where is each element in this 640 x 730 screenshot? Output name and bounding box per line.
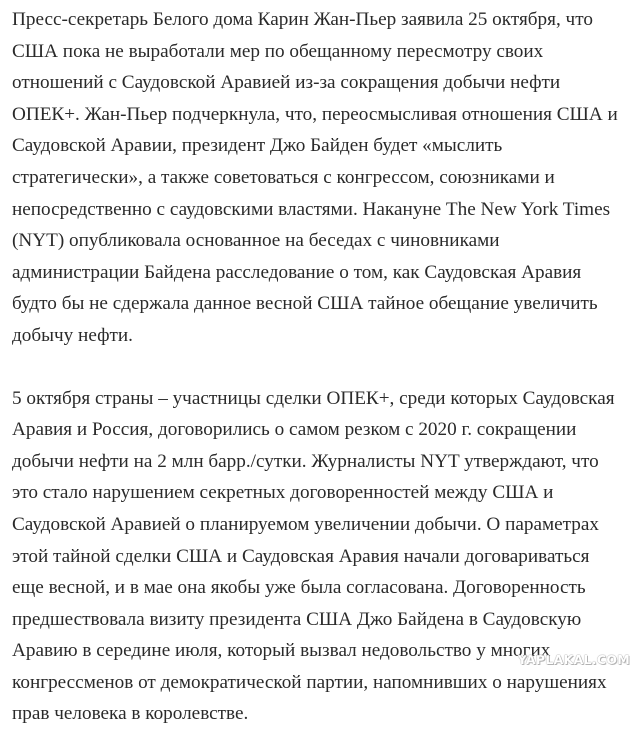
text-line: добычи нефти на 2 млн барр./сутки. Журналисты NYT утверждают, что	[12, 450, 599, 472]
text-line: Аравия и Россия, договорились о самом резком с 2020 г. сокращении	[12, 419, 577, 441]
text-line: Саудовской Аравией о планируемом увеличении добычи. О параметрах	[12, 513, 599, 535]
paragraph-1	[12, 4, 628, 352]
text-line: этой тайной сделки США и Саудовская Аравия начали договариваться	[12, 545, 590, 567]
paragraph-2	[12, 383, 628, 730]
text-line: непосредственно с саудовскими властями. Накануне The New York Times	[12, 198, 611, 220]
text-line: ОПЕК+. Жан-Пьер подчеркнула, что, переосмысливая отношения США и	[12, 103, 618, 125]
site-watermark: YAPLAKAL.COM	[517, 652, 630, 667]
text-line: предшествовала визиту президента США Джо Байдена в Саудовскую	[12, 608, 582, 630]
text-line: конгрессменов от демократической партии, напомнивших о нарушениях	[12, 671, 607, 693]
text-line: будто бы не сдержала данное весной США тайное обещание увеличить	[12, 293, 598, 315]
text-line: США пока не выработали мер по обещанному пересмотру своих	[12, 40, 544, 62]
text-line: Пресс-секретарь Белого дома Карин Жан-Пьер заявила 25 октября, что	[12, 9, 593, 30]
text-line: Аравию в середине июля, который вызвал недовольство у многих	[12, 640, 551, 662]
text-line: добычу нефти.	[12, 324, 133, 346]
text-line: 5 октября страны – участницы сделки ОПЕК+, среди которых Саудовская	[12, 387, 615, 409]
text-line: стратегически», а также советоваться с конгрессом, союзниками и	[12, 166, 555, 188]
text-line: администрации Байдена расследование о том, как Саудовская Аравия	[12, 261, 582, 283]
article-body	[12, 4, 628, 730]
text-line: прав человека в королевстве.	[12, 703, 249, 725]
text-line: Саудовской Аравии, президент Джо Байден будет «мыслить	[12, 135, 503, 157]
text-line: еще весной, и в мае она якобы уже была согласована. Договоренность	[12, 577, 586, 599]
text-line: это стало нарушением секретных договоренностей между США и	[12, 482, 554, 504]
text-line: (NYT) опубликовала основанное на беседах с чиновниками	[12, 230, 500, 252]
text-line: отношений с Саудовской Аравией из-за сокращения добычи нефти	[12, 72, 561, 94]
